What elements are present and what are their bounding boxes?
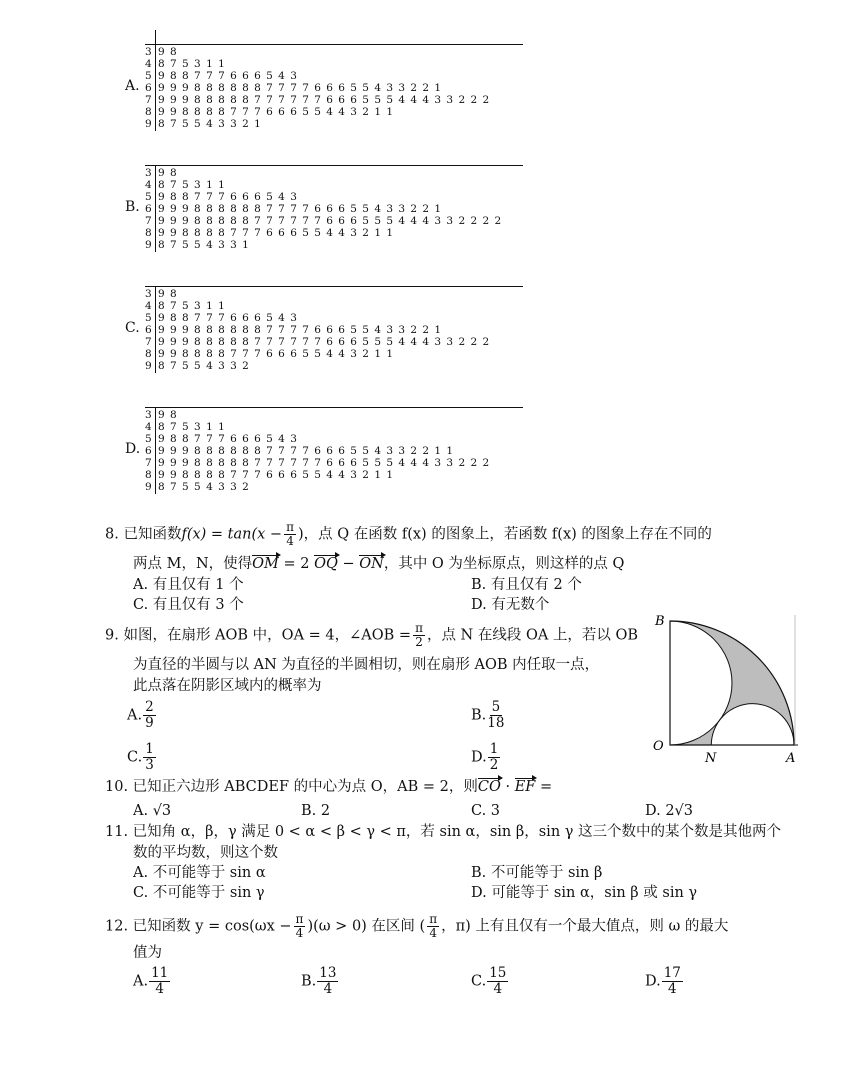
q12-option-d: D. $\frac{17}{4}$ bbox=[645, 965, 681, 997]
stem-leaf-option-d-label: D. bbox=[125, 441, 141, 457]
stem-leaf-row bbox=[145, 191, 297, 203]
q12-option-a: A. $\frac{11}{4}$ bbox=[133, 965, 169, 997]
leaf-values: 8 7 5 5 4 3 3 1 bbox=[158, 239, 250, 251]
vector-oq: OQ bbox=[314, 556, 338, 572]
leaf-values: 9 9 8 8 8 8 7 7 7 6 6 6 5 5 4 4 3 2 1 1 bbox=[158, 469, 394, 481]
stem-leaf-top-rule bbox=[145, 44, 523, 45]
leaf-values: 8 7 5 3 1 1 bbox=[158, 58, 226, 70]
question-12-line-1: 12. 已知函数 y = cos(ωx − $\frac{\pi}{4}$ )(ω > 0) 在区间 ( $\frac{\pi}{4}$ ，π) 上有且仅有一个最大值点，则 ω 的最大 bbox=[105, 912, 729, 940]
stem-value: 4 bbox=[145, 58, 153, 70]
sector-figure bbox=[650, 610, 800, 770]
leaf-values: 8 7 5 5 4 3 3 2 1 bbox=[158, 118, 262, 130]
stem-leaf-row bbox=[145, 421, 225, 433]
leaf-values: 8 7 5 5 4 3 3 2 bbox=[158, 360, 250, 372]
label-n: N bbox=[705, 751, 717, 766]
label-b: B bbox=[655, 614, 665, 629]
stem-leaf-row bbox=[145, 227, 394, 239]
leaf-values: 9 8 bbox=[158, 167, 178, 179]
stem-value: 7 bbox=[145, 94, 153, 106]
stem-leaf-row bbox=[145, 469, 394, 481]
stem-leaf-row bbox=[145, 481, 249, 493]
stem-leaf-row bbox=[145, 179, 225, 191]
stem-value: 5 bbox=[145, 70, 153, 82]
leaf-values: 8 7 5 3 1 1 bbox=[158, 179, 226, 191]
stem-leaf-option-a-label: A. bbox=[125, 78, 140, 94]
vector-ef: EF bbox=[514, 779, 536, 795]
stem-leaf-row bbox=[145, 203, 442, 215]
leaf-values: 9 8 8 7 7 7 6 6 6 5 4 3 bbox=[158, 433, 298, 445]
q9-option-c: C. $\frac{1}{3}$ bbox=[127, 741, 154, 773]
stem-leaf-row bbox=[145, 409, 177, 421]
q10-option-c: C. 3 bbox=[471, 803, 501, 819]
vector-om: OM bbox=[252, 556, 279, 572]
vector-co: CO bbox=[477, 779, 501, 795]
stem-leaf-top-rule bbox=[145, 407, 523, 408]
leaf-values: 9 8 8 7 7 7 6 6 6 5 4 3 bbox=[158, 70, 298, 82]
stem-value: 7 bbox=[145, 457, 153, 469]
stem-leaf-row bbox=[145, 82, 442, 94]
stem-leaf-row bbox=[145, 167, 177, 179]
stem-value: 9 bbox=[145, 118, 153, 130]
q11-option-b: B. 不可能等于 sin β bbox=[471, 865, 603, 881]
stem-value: 5 bbox=[145, 191, 153, 203]
stem-value: 9 bbox=[145, 481, 153, 493]
leaf-values: 9 9 8 8 8 8 7 7 7 6 6 6 5 5 4 4 3 2 1 1 bbox=[158, 106, 394, 118]
stem-leaf-row bbox=[145, 360, 249, 372]
leaf-values: 9 9 9 8 8 8 8 8 7 7 7 7 7 7 6 6 6 5 5 5 4 4 4 3 3 2 2 2 2 bbox=[158, 215, 502, 227]
stem-leaf-row bbox=[145, 70, 297, 82]
stem-value: 8 bbox=[145, 227, 153, 239]
leaf-values: 9 8 bbox=[158, 288, 178, 300]
stem-leaf-row bbox=[145, 312, 297, 324]
q10-option-d: D. 2√3 bbox=[645, 803, 694, 819]
leaf-values: 9 8 bbox=[158, 409, 178, 421]
stem-leaf-row bbox=[145, 94, 490, 106]
stem-leaf-row bbox=[145, 457, 490, 469]
stem-leaf-top-rule bbox=[145, 165, 523, 166]
question-11-line-2: 数的平均数，则这个数 bbox=[133, 845, 278, 861]
stem-leaf-option-c-label: C. bbox=[125, 320, 140, 336]
leaf-values: 8 7 5 3 1 1 bbox=[158, 300, 226, 312]
q10-option-a: A. √3 bbox=[133, 803, 172, 819]
stem-value: 6 bbox=[145, 445, 153, 457]
stem-leaf-row bbox=[145, 118, 261, 130]
leaf-values: 9 9 9 8 8 8 8 8 8 7 7 7 7 6 6 6 5 5 4 3 3 2 2 1 1 bbox=[158, 445, 454, 457]
leaf-values: 9 8 8 7 7 7 6 6 6 5 4 3 bbox=[158, 191, 298, 203]
leaf-values: 9 8 8 7 7 7 6 6 6 5 4 3 bbox=[158, 312, 298, 324]
question-12-line-2: 值为 bbox=[133, 945, 162, 961]
q8-option-d: D. 有无数个 bbox=[471, 597, 550, 613]
vector-on: ON bbox=[359, 556, 384, 572]
label-a: A bbox=[786, 751, 796, 766]
stem-leaf-row bbox=[145, 324, 442, 336]
leaf-values: 9 9 9 8 8 8 8 8 7 7 7 7 7 7 6 6 6 5 5 5 4 4 4 3 3 2 2 2 bbox=[158, 457, 490, 469]
q9-option-b: B. $\frac{5}{18}$ bbox=[471, 699, 505, 731]
leaf-values: 9 9 8 8 8 8 7 7 7 6 6 6 5 5 4 4 3 2 1 1 bbox=[158, 227, 394, 239]
stem-leaf-row bbox=[145, 348, 394, 360]
stem-value: 7 bbox=[145, 215, 153, 227]
leaf-values: 8 7 5 3 1 1 bbox=[158, 421, 226, 433]
q11-option-d: D. 可能等于 sin α，sin β 或 sin γ bbox=[471, 885, 698, 901]
question-8-line-1: 8. 已知函数f(x) = tan(x − $\frac{\pi}{4}$ )，点 Q 在函数 f(x) 的图象上，若函数 f(x) 的图象上存在不同的 bbox=[105, 520, 712, 548]
stem-leaf-row bbox=[145, 300, 225, 312]
q12-option-b: B. $\frac{13}{4}$ bbox=[301, 965, 337, 997]
leaf-values: 9 9 9 8 8 8 8 8 7 7 7 7 7 7 6 6 6 5 5 5 4 4 4 3 3 2 2 2 bbox=[158, 94, 490, 106]
stem-leaf-row bbox=[145, 46, 177, 58]
q11-option-c: C. 不可能等于 sin γ bbox=[133, 885, 265, 901]
q8-option-a: A. 有且仅有 1 个 bbox=[133, 577, 244, 593]
question-8-line-2: 两点 M，N，使得OM = 2 OQ − ON，其中 O 为坐标原点，则这样的点 Q bbox=[133, 556, 625, 572]
stem-value: 7 bbox=[145, 336, 153, 348]
question-9-line-3: 此点落在阴影区域内的概率为 bbox=[133, 678, 322, 694]
label-o: O bbox=[653, 739, 664, 754]
pi-over-4-fraction: $\frac{\pi}{4}$ bbox=[286, 520, 294, 548]
stem-leaf-option-b-label: B. bbox=[125, 199, 140, 215]
stem-leaf-row bbox=[145, 288, 177, 300]
stem-value: 4 bbox=[145, 421, 153, 433]
stem-value: 8 bbox=[145, 469, 153, 481]
pi-over-2-fraction: $\frac{\pi}{2}$ bbox=[415, 621, 423, 649]
stem-value: 9 bbox=[145, 360, 153, 372]
stem-value: 8 bbox=[145, 106, 153, 118]
stem-value: 6 bbox=[145, 82, 153, 94]
q10-option-b: B. 2 bbox=[301, 803, 331, 819]
stem-value: 6 bbox=[145, 324, 153, 336]
q12-option-c: C. $\frac{15}{4}$ bbox=[471, 965, 507, 997]
stem-leaf-top-rule bbox=[145, 286, 523, 287]
stem-value: 3 bbox=[145, 46, 153, 58]
q8-option-c: C. 有且仅有 3 个 bbox=[133, 597, 244, 613]
leaf-values: 9 9 8 8 8 8 7 7 7 6 6 6 5 5 4 4 3 2 1 1 bbox=[158, 348, 394, 360]
stem-leaf-row bbox=[145, 215, 502, 227]
stem-value: 4 bbox=[145, 179, 153, 191]
question-9-line-2: 为直径的半圆与以 AN 为直径的半圆相切，则在扇形 AOB 内任取一点， bbox=[133, 657, 600, 673]
q8-option-b: B. 有且仅有 2 个 bbox=[471, 577, 582, 593]
stem-leaf-row bbox=[145, 336, 490, 348]
stem-value: 6 bbox=[145, 203, 153, 215]
leaf-values: 9 9 9 8 8 8 8 8 8 7 7 7 7 6 6 6 5 5 4 3 3 2 2 1 bbox=[158, 203, 442, 215]
stem-leaf-row bbox=[145, 58, 225, 70]
question-11-line-1: 11. 已知角 α，β，γ 满足 0 < α < β < γ < π，若 sin α，sin β，sin γ 这三个数中的某个数是其他两个 bbox=[105, 824, 782, 840]
stem-value: 3 bbox=[145, 167, 153, 179]
stem-value: 5 bbox=[145, 312, 153, 324]
stem-value: 8 bbox=[145, 348, 153, 360]
stem-value: 3 bbox=[145, 288, 153, 300]
stem-leaf-row bbox=[145, 445, 454, 457]
stem-value: 3 bbox=[145, 409, 153, 421]
stem-leaf-row bbox=[145, 106, 394, 118]
question-9-line-1: 9. 如图，在扇形 AOB 中，OA = 4，∠AOB = $\frac{\pi}{2}$ ，点 N 在线段 OA 上，若以 OB bbox=[105, 621, 639, 649]
q9-option-d: D. $\frac{1}{2}$ bbox=[471, 741, 499, 773]
leaf-values: 9 9 9 8 8 8 8 8 7 7 7 7 7 7 6 6 6 5 5 5 4 4 4 3 3 2 2 2 bbox=[158, 336, 490, 348]
leaf-values: 8 7 5 5 4 3 3 2 bbox=[158, 481, 250, 493]
question-10-line-1: 10. 已知正六边形 ABCDEF 的中心为点 O，AB = 2，则CO · EF = bbox=[105, 779, 553, 795]
q9-option-a: A. $\frac{2}{9}$ bbox=[127, 699, 154, 731]
q11-option-a: A. 不可能等于 sin α bbox=[133, 865, 266, 881]
leaf-values: 9 9 9 8 8 8 8 8 8 7 7 7 7 6 6 6 5 5 4 3 3 2 2 1 bbox=[158, 82, 442, 94]
stem-value: 9 bbox=[145, 239, 153, 251]
leaf-values: 9 9 9 8 8 8 8 8 8 7 7 7 7 6 6 6 5 5 4 3 3 2 2 1 bbox=[158, 324, 442, 336]
stem-value: 4 bbox=[145, 300, 153, 312]
stem-leaf-row bbox=[145, 239, 249, 251]
leaf-values: 9 8 bbox=[158, 46, 178, 58]
stem-value: 5 bbox=[145, 433, 153, 445]
stem-leaf-row bbox=[145, 433, 297, 445]
